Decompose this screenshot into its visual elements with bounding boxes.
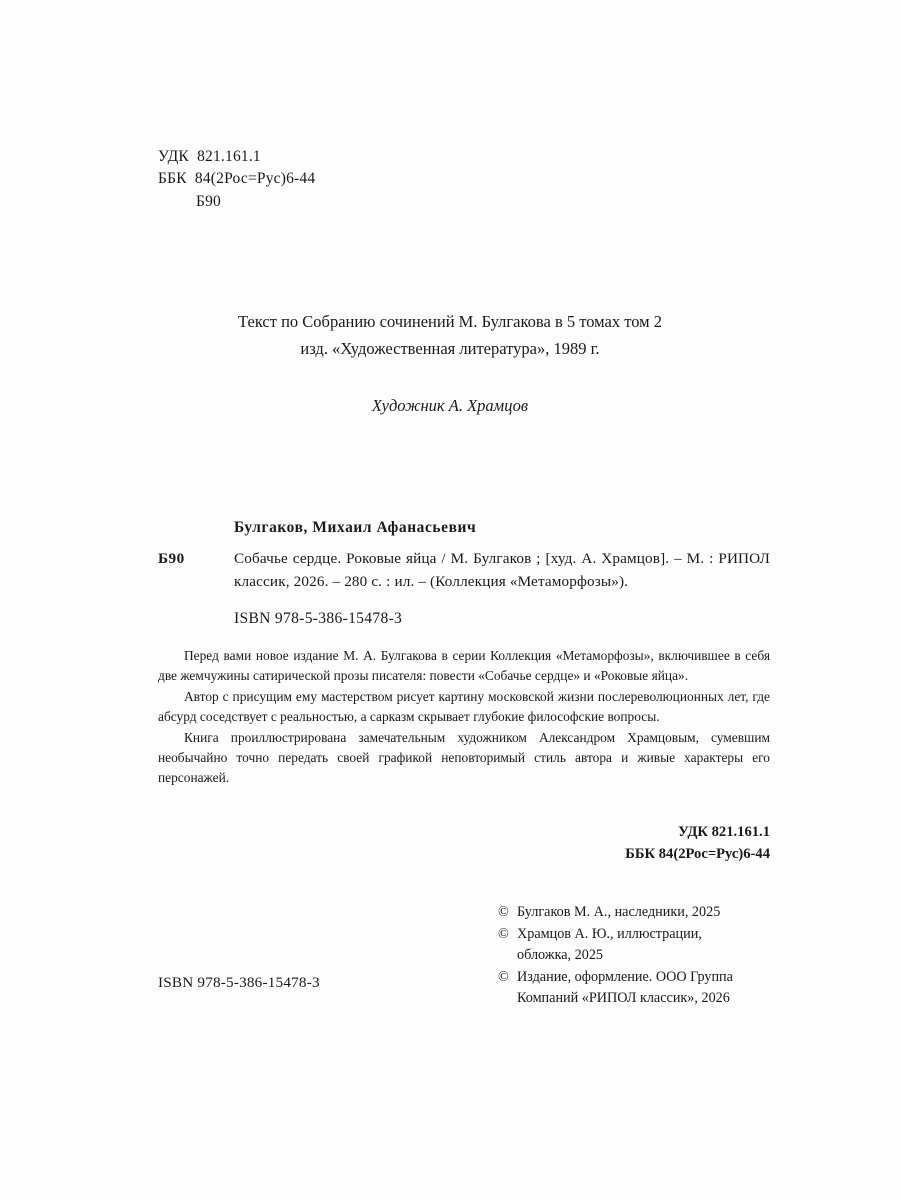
annotation-paragraph-1: Перед вами новое издание М. А. Булгакова в серии Коллекция «Метаморфозы», включившее в себя две жемчужины сатирической прозы писателя: повести «Собачье сердце» и «Роковые яйца». xyxy=(158,648,770,684)
copyright-line-3 xyxy=(498,967,778,989)
source-note-line-1: Текст по Собранию сочинений М. Булгакова в 5 томах том 2 xyxy=(238,312,662,331)
source-note-line-2: изд. «Художественная литература», 1989 г. xyxy=(300,339,600,359)
classification-repeat xyxy=(625,822,770,866)
copyright-line-3-continued: Компаний «РИПОЛ классик», 2026 xyxy=(517,990,730,1007)
copyright-line-1-text: Булгаков М. А., наследники, 2025 xyxy=(517,904,721,920)
annotation-paragraph-2: Автор с присущим ему мастерством рисует картину московской жизни послереволюционных лет, где абсурд соседствует с реальностью, а сарказм скрывает глубокие философские вопросы. xyxy=(158,688,770,725)
cataloguing-card xyxy=(158,516,770,630)
bbk-code-bottom: ББК 84(2Рос=Рус)6-44 xyxy=(625,845,770,862)
card-index: Б90 xyxy=(158,550,185,568)
annotation-paragraph-3: Книга проиллюстрирована замечательным художником Александром Храмцовым, сумевшим необычайно точно передать своей графикой неповторимый стиль автора и живые характеры его персонажей. xyxy=(158,729,770,786)
isbn-bottom: ISBN 978-5-386-15478-3 xyxy=(158,974,320,991)
card-description: Собачье сердце. Роковые яйца / М. Булгаков ; [худ. А. Храмцов]. – М. : РИПОЛ классик, 2026. – 280 с. : ил. – (Коллекция «Метаморфозы»). xyxy=(234,550,770,590)
copyright-line-2-text: Храмцов А. Ю., иллюстрации, xyxy=(517,925,702,942)
card-author: Булгаков, Михаил Афанасьевич xyxy=(234,519,477,536)
copyright-block xyxy=(498,902,778,1010)
source-note xyxy=(0,308,900,362)
udk-code-bottom: УДК 821.161.1 xyxy=(678,824,770,840)
copyright-symbol: © xyxy=(498,968,509,985)
udk-code: УДК 821.161.1 xyxy=(158,148,261,165)
artist-credit: Художник А. Храмцов xyxy=(371,396,529,415)
copyright-symbol: © xyxy=(498,925,509,942)
copyright-line-1 xyxy=(498,902,778,924)
card-isbn: ISBN 978-5-386-15478-3 xyxy=(234,609,403,627)
copyright-line-2-continued: обложка, 2025 xyxy=(517,947,604,964)
catalog-index: Б90 xyxy=(196,192,222,210)
copyright-line-3-text: Издание, оформление. ООО Группа xyxy=(517,968,733,985)
copyright-line-2 xyxy=(498,924,778,946)
bbk-code: ББК 84(2Рос=Рус)6-44 xyxy=(158,170,316,188)
copyright-symbol: © xyxy=(498,904,509,920)
classification-block xyxy=(158,146,315,213)
annotation-text xyxy=(158,646,770,789)
